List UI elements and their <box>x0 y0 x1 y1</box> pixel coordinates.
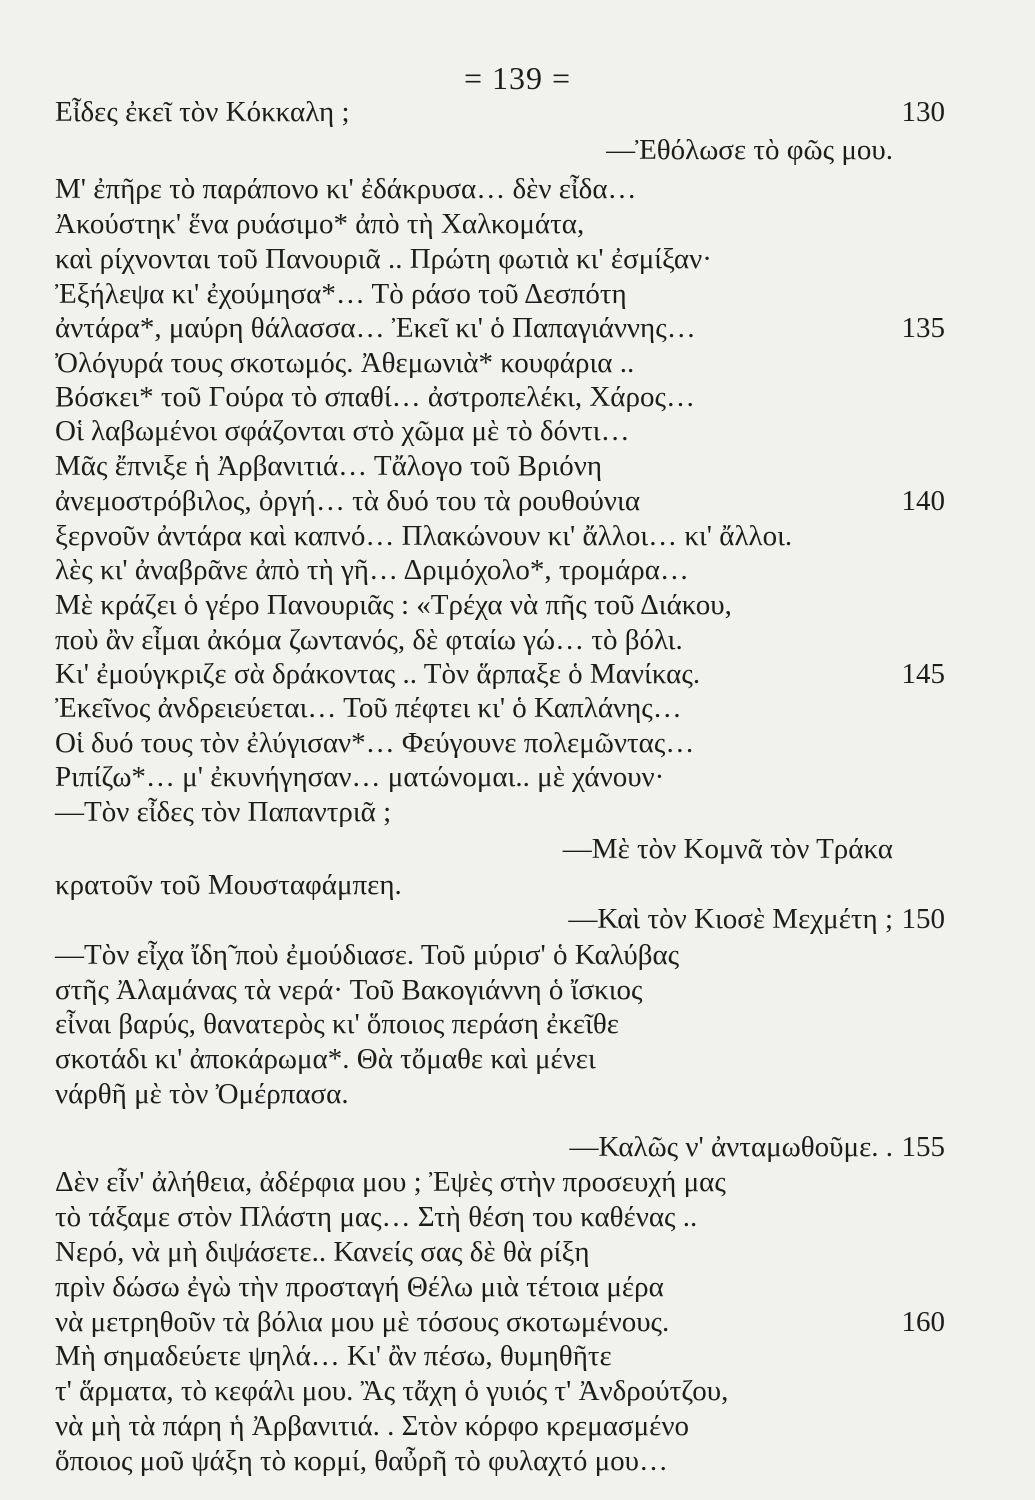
verse-line: Ἐξήλεψα κι' ἐχούμησα*… Τὸ ράσο τοῦ Δεσπότη <box>55 278 627 310</box>
verse-line: τ' ἅρματα, τὸ κεφάλι μου. Ἂς τἄχη ὁ γυιός τ' Ἀνδρούτζου, <box>55 1375 729 1407</box>
verse-line: στῆς Ἀλαμάνας τὰ νερά· Τοῦ Βακογιάννη ὁ ἴσκιος <box>55 974 643 1006</box>
verse-line: Οἱ λαβωμένοι σφάζονται στὸ χῶμα μὲ τὸ δόντι… <box>55 415 630 447</box>
verse-line: Οἱ δυό τους τὸν ἐλύγισαν*… Φεύγουνε πολεμῶντας… <box>55 727 695 759</box>
verse-line: Βόσκει* τοῦ Γούρα τὸ σπαθί… ἀστροπελέκι, Χάρος… <box>55 381 695 413</box>
line-number: 140 <box>901 485 945 517</box>
line-number: 135 <box>901 312 945 344</box>
verse-line: ὅποιος μοῦ ψάξη τὸ κορμί, θαὖρῆ τὸ φυλαχτό μου… <box>55 1445 668 1477</box>
verse-line: ξερνοῦν ἀντάρα καὶ καπνό… Πλακώνουν κι' ἄλλοι… κι' ἄλλοι. <box>55 520 793 552</box>
verse-line: τὸ τάξαμε στὸν Πλάστη μας… Στὴ θέση του καθένας .. <box>55 1201 698 1233</box>
verse-line: Ριπίζω*… μ' ἐκυνήγησαν… ματώνομαι.. μὲ χάνουν· <box>55 761 665 793</box>
verse-line: νὰ μετρηθοῦν τὰ βόλια μου μὲ τόσους σκοτωμένους. <box>55 1306 670 1338</box>
verse-line: Μὲ κράζει ὁ γέρο Πανουριᾶς : «Τρέχα νὰ πῆς τοῦ Διάκου, <box>55 589 732 621</box>
line-number: 160 <box>901 1306 945 1338</box>
verse-line: —Ἐθόλωσε τὸ φῶς μου. <box>606 134 893 166</box>
verse-line: Ὀλόγυρά τους σκοτωμός. Ἀθεμωνιὰ* κουφάρια .. <box>55 347 635 379</box>
verse-line: νὰ μὴ τὰ πάρη ἡ Ἀρβανιτιά. . Στὸν κόρφο κρεμασμένο <box>55 1410 689 1442</box>
verse-line: Ἐκεῖνος ἀνδρειεύεται… Τοῦ πέφτει κι' ὁ Καπλάνης… <box>55 692 682 724</box>
line-number: 145 <box>901 658 945 690</box>
page-number: = 139 = <box>463 60 572 96</box>
verse-line: Μᾶς ἔπνιξε ἡ Ἀρβανιτιά… Τἄλογο τοῦ Βριόνη <box>55 450 603 482</box>
verse-line: νάρθῆ μὲ τὸν Ὀμέρπασα. <box>55 1078 349 1110</box>
line-number: 130 <box>901 96 945 128</box>
verse-line: —Τὸν εἶχα ἴδη̃ ποὺ ἐμούδιασε. Τοῦ μύρισ' ὁ Καλύβας <box>55 939 680 971</box>
verse-line: Δὲν εἶν' ἀλήθεια, ἀδέρφια μου ; Ἐψὲς στὴν προσευχή μας <box>55 1166 726 1198</box>
verse-line: —Καλῶς ν' ἀνταμωθοῦμε. . <box>569 1131 893 1163</box>
line-number: 155 <box>901 1131 945 1163</box>
verse-line: κρατοῦν τοῦ Μουσταφάμπεη. <box>55 869 402 901</box>
verse-line: ἀντάρα*, μαύρη θάλασσα… Ἐκεῖ κι' ὁ Παπαγιάννης… <box>55 312 696 344</box>
verse-line: Μ' ἐπῆρε τὸ παράπονο κι' ἐδάκρυσα… δὲν εἶδα… <box>55 173 637 205</box>
verse-line: Μὴ σημαδεύετε ψηλά… Κι' ἂν πέσω, θυμηθῆτε <box>55 1340 612 1372</box>
verse-line: καὶ ρίχνονται τοῦ Πανουριᾶ .. Πρώτη φωτιὰ κι' ἐσμίξαν· <box>55 243 712 275</box>
verse-line: —Καὶ τὸν Κιοσὲ Μεχμέτη ; <box>568 903 893 935</box>
verse-line: λὲς κι' ἀναβρᾶνε ἀπὸ τὴ γῆ… Δριμόχολο*, τρομάρα… <box>55 554 689 586</box>
verse-line: ποὺ ἂν εἶμαι ἀκόμα ζωντανός, δὲ φταίω γώ… τὸ βόλι. <box>55 624 683 656</box>
verse-line: ἀνεμοστρόβιλος, ὀργή… τὰ δυό του τὰ ρουθούνια <box>55 485 641 517</box>
verse-line: σκοτάδι κι' ἀποκάρωμα*. Θὰ τὄμαθε καὶ μένει <box>55 1043 596 1075</box>
verse-line: Νερό, νὰ μὴ διψάσετε.. Κανείς σας δὲ θὰ ρίξη <box>55 1236 590 1268</box>
verse-line: Εἶδες ἐκεῖ τὸν Κόκκαλη ; <box>55 96 350 128</box>
verse-line: —Τὸν εἶδες τὸν Παπαντριᾶ ; <box>55 796 392 828</box>
verse-line: Ἀκούστηκ' ἕνα ρυάσιμο* ἀπὸ τὴ Χαλκομάτα, <box>55 208 585 240</box>
line-number: 150 <box>901 903 945 935</box>
verse-line: —Μὲ τὸν Κομνᾶ τὸν Τράκα <box>562 833 893 865</box>
verse-line: πρὶν δώσω ἐγὼ τὴν προσταγή Θέλω μιὰ τέτοια μέρα <box>55 1271 664 1303</box>
verse-line: Κι' ἐμούγκριζε σὰ δράκοντας .. Τὸν ἅρπαξε ὁ Μανίκας. <box>55 658 701 690</box>
verse-line: εἶναι βαρύς, θανατερὸς κι' ὅποιος περάση ἐκεῖθε <box>55 1008 619 1040</box>
